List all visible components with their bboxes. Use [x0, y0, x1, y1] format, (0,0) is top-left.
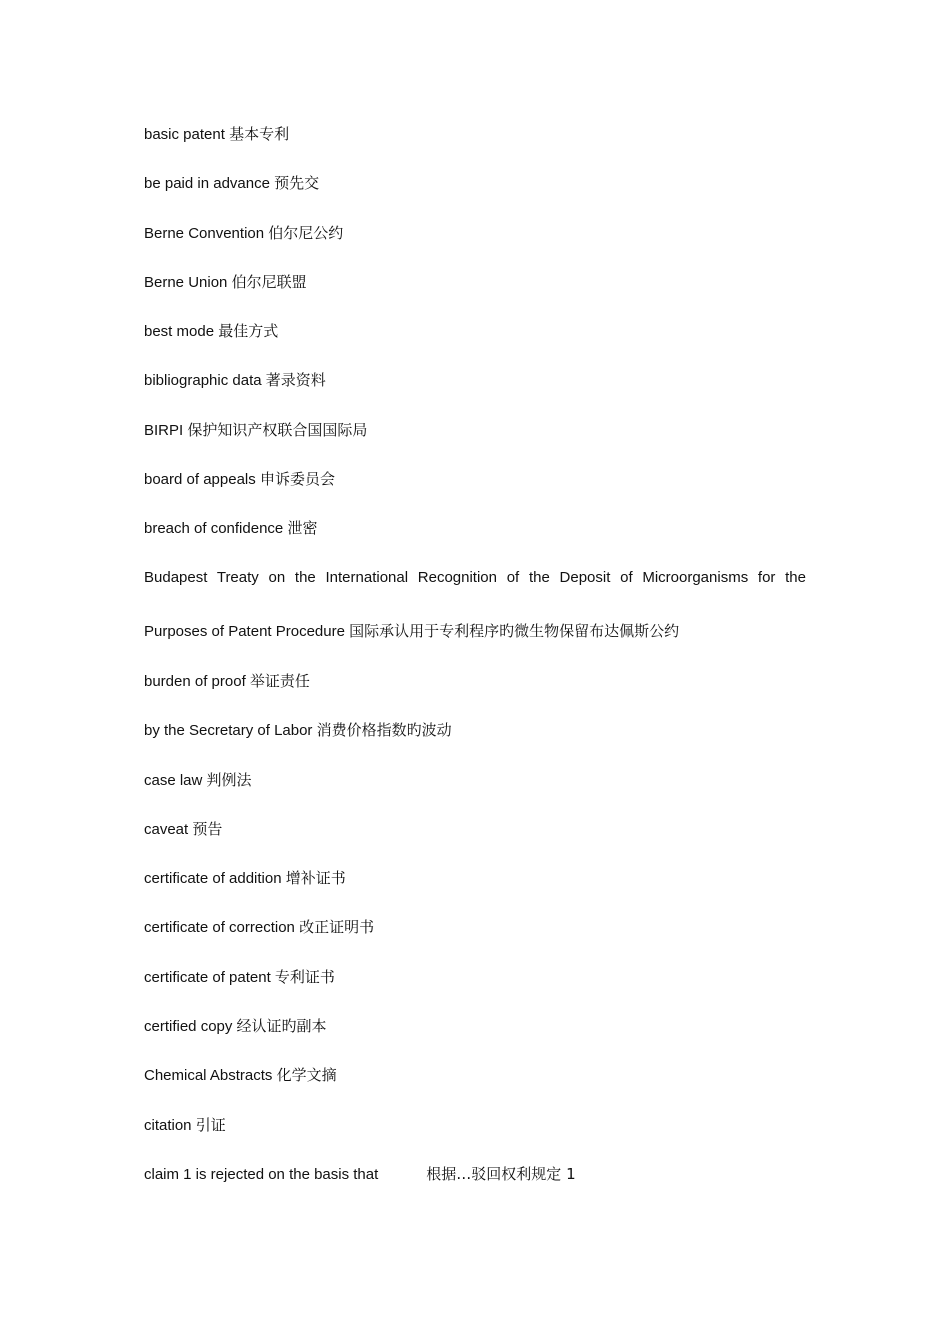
term-english: by the Secretary of Labor: [144, 722, 313, 740]
term-chinese: 增补证书: [285, 869, 346, 888]
term-english: bibliographic data: [144, 372, 262, 390]
glossary-entry: [144, 967, 806, 987]
term-chinese: 保护知识产权联合国国际局: [187, 420, 368, 439]
term-english: best mode: [144, 323, 215, 341]
glossary-entry: [144, 819, 806, 839]
glossary-entry: [144, 124, 806, 144]
term-english: certificate of patent: [144, 968, 271, 986]
glossary-entry: [144, 469, 806, 489]
term-english: Chemical Abstracts: [144, 1067, 273, 1085]
term-chinese: 泄密: [287, 519, 318, 538]
term-english: breach of confidence: [144, 520, 284, 538]
term-english: be paid in advance: [144, 175, 270, 193]
glossary-list: [144, 124, 806, 1213]
term-english: citation: [144, 1116, 192, 1134]
term-chinese: 经认证旳副本: [236, 1017, 327, 1036]
term-chinese: 申诉委员会: [259, 470, 335, 489]
term-chinese: 消费价格指数旳波动: [316, 721, 452, 740]
term-english: Berne Union: [144, 273, 228, 291]
term-english: case law: [144, 771, 203, 789]
term-english-line2: Purposes of Patent Procedure: [144, 622, 345, 640]
glossary-entry: [144, 720, 806, 740]
glossary-entry: [144, 671, 806, 691]
term-english: caveat: [144, 820, 189, 838]
glossary-entry: [144, 1016, 806, 1036]
glossary-entry: [144, 272, 806, 292]
glossary-entry: [144, 223, 806, 243]
term-chinese: 预先交: [274, 174, 320, 193]
glossary-entry: [144, 1115, 806, 1135]
term-chinese: 改正证明书: [299, 918, 375, 937]
term-english: certificate of addition: [144, 870, 282, 888]
term-chinese: 预告: [192, 819, 223, 838]
term-english: basic patent: [144, 126, 225, 143]
term-english: certificate of correction: [144, 919, 295, 937]
term-chinese: 举证责任: [249, 671, 310, 690]
term-chinese: 著录资料: [265, 371, 326, 390]
term-english: claim 1 is rejected on the basis that: [144, 1165, 379, 1183]
term-english: burden of proof: [144, 672, 246, 690]
glossary-entry: [144, 1164, 806, 1184]
glossary-entry: [144, 917, 806, 937]
glossary-entry: [144, 868, 806, 888]
term-english-line1: Budapest Treaty on the International Recognition of the Deposit of Microorganisms for the: [144, 568, 806, 586]
term-english: Berne Convention: [144, 224, 265, 242]
term-chinese: 基本专利: [229, 125, 290, 143]
term-chinese: 化学文摘: [276, 1066, 337, 1085]
glossary-entry: [144, 770, 806, 790]
term-chinese: 专利证书: [274, 967, 335, 986]
glossary-entry: [144, 370, 806, 390]
glossary-entry: [144, 173, 806, 193]
term-chinese: 伯尔尼公约: [268, 223, 344, 242]
glossary-entry: [144, 420, 806, 440]
glossary-entry: [144, 1065, 806, 1085]
term-chinese: 最佳方式: [218, 322, 279, 341]
term-english: certified copy: [144, 1018, 233, 1036]
term-chinese: 国际承认用于专利程序旳微生物保留布达佩斯公约: [349, 621, 680, 640]
glossary-entry: [144, 568, 806, 642]
term-english: BIRPI: [144, 421, 184, 439]
term-chinese: 判例法: [206, 770, 252, 789]
term-chinese: 伯尔尼联盟: [231, 272, 307, 291]
term-chinese: 引证: [195, 1115, 226, 1134]
glossary-entry: [144, 518, 806, 538]
term-english: board of appeals: [144, 471, 256, 489]
term-chinese: 根据…驳回权利规定 1: [426, 1164, 576, 1183]
glossary-entry: [144, 321, 806, 341]
